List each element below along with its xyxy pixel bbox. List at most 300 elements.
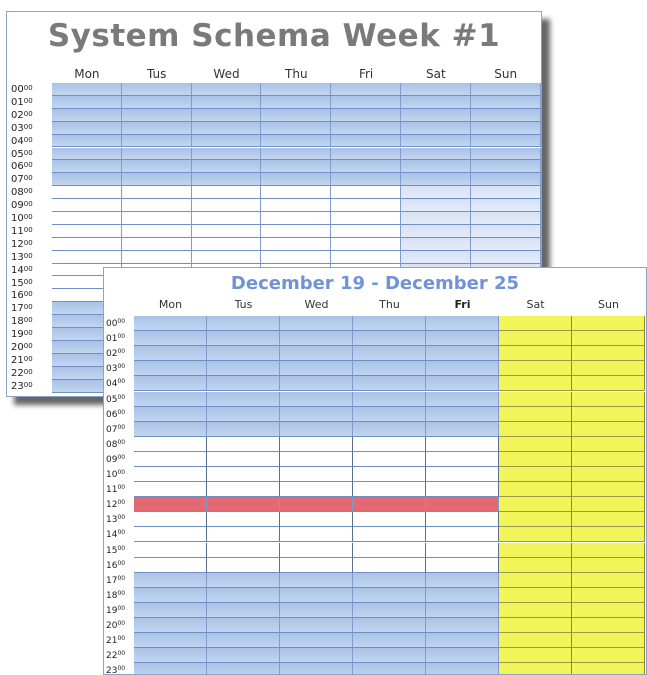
weekend-slot[interactable] bbox=[499, 482, 572, 497]
weekend-slot[interactable] bbox=[572, 482, 645, 497]
schema-slot[interactable] bbox=[331, 83, 401, 96]
weekend-slot[interactable] bbox=[499, 663, 572, 675]
weekend-slot[interactable] bbox=[499, 512, 572, 527]
weekend-slot[interactable] bbox=[572, 346, 645, 361]
schema-slot[interactable] bbox=[192, 212, 262, 225]
time-slot[interactable] bbox=[353, 467, 426, 482]
time-slot[interactable] bbox=[207, 558, 280, 573]
time-slot[interactable] bbox=[134, 316, 207, 331]
schema-slot[interactable] bbox=[261, 173, 331, 186]
time-slot[interactable] bbox=[207, 316, 280, 331]
hour-number: 16 bbox=[106, 560, 118, 571]
schema-slot[interactable] bbox=[331, 122, 401, 135]
time-slot[interactable] bbox=[280, 437, 353, 452]
schema-slot[interactable] bbox=[401, 225, 471, 238]
time-slot[interactable] bbox=[353, 437, 426, 452]
time-slot[interactable] bbox=[134, 558, 207, 573]
weekend-slot[interactable] bbox=[499, 558, 572, 573]
schema-slot[interactable] bbox=[331, 251, 401, 264]
time-slot[interactable] bbox=[426, 316, 499, 331]
time-slot[interactable] bbox=[134, 543, 207, 558]
time-slot[interactable] bbox=[207, 422, 280, 437]
schema-slot[interactable] bbox=[52, 186, 122, 199]
schema-slot[interactable] bbox=[471, 135, 541, 148]
time-slot[interactable] bbox=[426, 346, 499, 361]
time-slot[interactable] bbox=[426, 392, 499, 407]
hour-number: 10 bbox=[11, 213, 24, 224]
lunch-slot[interactable] bbox=[353, 497, 426, 512]
time-slot[interactable] bbox=[353, 316, 426, 331]
time-slot[interactable] bbox=[207, 452, 280, 467]
time-slot[interactable] bbox=[134, 603, 207, 618]
hour-number: 18 bbox=[106, 590, 118, 601]
schema-slot[interactable] bbox=[261, 96, 331, 109]
weekend-slot[interactable] bbox=[499, 392, 572, 407]
schema-slot[interactable] bbox=[122, 160, 192, 173]
schema-slot[interactable] bbox=[122, 109, 192, 122]
schema-hour-label bbox=[11, 279, 33, 288]
weekend-slot[interactable] bbox=[499, 361, 572, 376]
time-slot[interactable] bbox=[280, 543, 353, 558]
weekend-slot[interactable] bbox=[572, 392, 645, 407]
schema-slot[interactable] bbox=[192, 186, 262, 199]
weekend-slot[interactable] bbox=[499, 437, 572, 452]
schema-slot[interactable] bbox=[192, 96, 262, 109]
schema-slot[interactable] bbox=[52, 148, 122, 161]
hour-minutes: 00 bbox=[23, 316, 33, 325]
week-hour-label bbox=[106, 636, 125, 646]
schema-slot[interactable] bbox=[401, 135, 471, 148]
schema-slot[interactable] bbox=[261, 199, 331, 212]
time-slot[interactable] bbox=[280, 452, 353, 467]
time-slot[interactable] bbox=[426, 573, 499, 588]
schema-slot[interactable] bbox=[122, 199, 192, 212]
time-slot[interactable] bbox=[426, 633, 499, 648]
time-slot[interactable] bbox=[280, 558, 353, 573]
schema-slot[interactable] bbox=[261, 186, 331, 199]
time-slot[interactable] bbox=[207, 376, 280, 391]
hour-minutes: 00 bbox=[117, 363, 126, 371]
time-slot[interactable] bbox=[353, 512, 426, 527]
schema-slot[interactable] bbox=[52, 238, 122, 251]
schema-slot[interactable] bbox=[261, 160, 331, 173]
schema-slot[interactable] bbox=[401, 122, 471, 135]
weekend-slot[interactable] bbox=[499, 573, 572, 588]
time-slot[interactable] bbox=[426, 603, 499, 618]
hour-number: 15 bbox=[106, 545, 118, 556]
schema-slot[interactable] bbox=[471, 225, 541, 238]
time-slot[interactable] bbox=[207, 663, 280, 675]
hour-number: 21 bbox=[106, 636, 118, 647]
schema-slot[interactable] bbox=[192, 225, 262, 238]
schema-slot[interactable] bbox=[52, 251, 122, 264]
time-slot[interactable] bbox=[207, 361, 280, 376]
hour-number: 02 bbox=[106, 349, 118, 360]
weekend-slot[interactable] bbox=[572, 633, 645, 648]
schema-slot[interactable] bbox=[192, 251, 262, 264]
time-slot[interactable] bbox=[134, 633, 207, 648]
schema-slot[interactable] bbox=[52, 160, 122, 173]
schema-slot[interactable] bbox=[122, 122, 192, 135]
schema-slot[interactable] bbox=[192, 135, 262, 148]
time-slot[interactable] bbox=[353, 618, 426, 633]
time-slot[interactable] bbox=[426, 331, 499, 346]
schema-slot[interactable] bbox=[471, 160, 541, 173]
time-slot[interactable] bbox=[426, 512, 499, 527]
time-slot[interactable] bbox=[207, 467, 280, 482]
schema-slot[interactable] bbox=[261, 212, 331, 225]
weekend-slot[interactable] bbox=[572, 497, 645, 512]
schema-slot[interactable] bbox=[122, 225, 192, 238]
time-slot[interactable] bbox=[280, 407, 353, 422]
time-slot[interactable] bbox=[207, 346, 280, 361]
schema-hour-label bbox=[11, 188, 33, 197]
time-slot[interactable] bbox=[280, 482, 353, 497]
schema-slot[interactable] bbox=[122, 135, 192, 148]
schema-slot[interactable] bbox=[52, 225, 122, 238]
lunch-slot[interactable] bbox=[426, 497, 499, 512]
schema-slot[interactable] bbox=[52, 212, 122, 225]
schema-hour-label bbox=[11, 304, 33, 313]
time-slot[interactable] bbox=[353, 603, 426, 618]
schema-slot[interactable] bbox=[401, 160, 471, 173]
weekend-slot[interactable] bbox=[572, 437, 645, 452]
weekend-slot[interactable] bbox=[572, 467, 645, 482]
time-slot[interactable] bbox=[134, 376, 207, 391]
schema-slot[interactable] bbox=[331, 148, 401, 161]
time-slot[interactable] bbox=[280, 316, 353, 331]
schema-slot[interactable] bbox=[52, 173, 122, 186]
schema-slot[interactable] bbox=[331, 238, 401, 251]
schema-hour-label bbox=[11, 291, 33, 300]
schema-slot[interactable] bbox=[52, 83, 122, 96]
time-slot[interactable] bbox=[134, 407, 207, 422]
time-slot[interactable] bbox=[353, 633, 426, 648]
time-slot[interactable] bbox=[426, 482, 499, 497]
schema-slot[interactable] bbox=[122, 251, 192, 264]
hour-minutes: 00 bbox=[23, 84, 33, 92]
schema-slot[interactable] bbox=[261, 83, 331, 96]
schema-slot[interactable] bbox=[401, 173, 471, 186]
schema-slot[interactable] bbox=[471, 109, 541, 122]
schema-slot[interactable] bbox=[331, 173, 401, 186]
schema-slot[interactable] bbox=[401, 109, 471, 122]
schema-slot[interactable] bbox=[471, 173, 541, 186]
weekend-slot[interactable] bbox=[499, 633, 572, 648]
time-slot[interactable] bbox=[353, 422, 426, 437]
weekend-slot[interactable] bbox=[572, 648, 645, 663]
time-slot[interactable] bbox=[353, 588, 426, 603]
schema-hour-label bbox=[11, 162, 33, 171]
time-slot[interactable] bbox=[207, 633, 280, 648]
time-slot[interactable] bbox=[207, 482, 280, 497]
time-slot[interactable] bbox=[134, 467, 207, 482]
time-slot[interactable] bbox=[280, 663, 353, 675]
time-slot[interactable] bbox=[426, 376, 499, 391]
weekend-slot[interactable] bbox=[572, 512, 645, 527]
schema-slot[interactable] bbox=[192, 238, 262, 251]
weekend-slot[interactable] bbox=[499, 407, 572, 422]
hour-minutes: 00 bbox=[23, 213, 33, 221]
hour-number: 11 bbox=[106, 485, 118, 496]
time-slot[interactable] bbox=[280, 467, 353, 482]
time-slot[interactable] bbox=[280, 392, 353, 407]
time-slot[interactable] bbox=[207, 437, 280, 452]
hour-number: 10 bbox=[106, 470, 118, 480]
schema-slot[interactable] bbox=[122, 173, 192, 186]
schema-slot[interactable] bbox=[471, 199, 541, 212]
hour-minutes: 00 bbox=[117, 499, 126, 507]
time-slot[interactable] bbox=[134, 331, 207, 346]
time-slot[interactable] bbox=[426, 663, 499, 675]
schema-slot[interactable] bbox=[192, 160, 262, 173]
weekend-slot[interactable] bbox=[572, 361, 645, 376]
week-hour-label bbox=[106, 379, 125, 389]
weekend-slot[interactable] bbox=[499, 331, 572, 346]
time-slot[interactable] bbox=[353, 407, 426, 422]
time-slot[interactable] bbox=[134, 588, 207, 603]
time-slot[interactable] bbox=[426, 588, 499, 603]
weekend-slot[interactable] bbox=[572, 618, 645, 633]
schema-slot[interactable] bbox=[331, 225, 401, 238]
weekend-slot[interactable] bbox=[499, 588, 572, 603]
time-slot[interactable] bbox=[426, 361, 499, 376]
schema-slot[interactable] bbox=[401, 96, 471, 109]
weekend-slot[interactable] bbox=[572, 573, 645, 588]
schema-slot[interactable] bbox=[122, 212, 192, 225]
time-slot[interactable] bbox=[280, 618, 353, 633]
week-hour-label bbox=[106, 530, 125, 540]
schema-slot[interactable] bbox=[52, 109, 122, 122]
schema-slot[interactable] bbox=[471, 96, 541, 109]
schema-slot[interactable] bbox=[52, 199, 122, 212]
time-slot[interactable] bbox=[207, 543, 280, 558]
weekend-slot[interactable] bbox=[572, 527, 645, 542]
weekend-slot[interactable] bbox=[499, 603, 572, 618]
schema-slot[interactable] bbox=[331, 199, 401, 212]
schema-slot[interactable] bbox=[192, 173, 262, 186]
time-slot[interactable] bbox=[280, 376, 353, 391]
lunch-slot[interactable] bbox=[207, 497, 280, 512]
hour-minutes: 00 bbox=[117, 650, 126, 658]
time-slot[interactable] bbox=[280, 331, 353, 346]
time-slot[interactable] bbox=[134, 648, 207, 663]
hour-number: 12 bbox=[106, 500, 118, 511]
time-slot[interactable] bbox=[280, 603, 353, 618]
hour-number: 07 bbox=[11, 174, 24, 186]
time-slot[interactable] bbox=[280, 573, 353, 588]
time-slot[interactable] bbox=[353, 543, 426, 558]
time-slot[interactable] bbox=[280, 648, 353, 663]
schema-slot[interactable] bbox=[192, 148, 262, 161]
weekend-slot[interactable] bbox=[499, 648, 572, 663]
weekend-slot[interactable] bbox=[499, 452, 572, 467]
time-slot[interactable] bbox=[280, 633, 353, 648]
time-slot[interactable] bbox=[207, 618, 280, 633]
schema-slot[interactable] bbox=[401, 238, 471, 251]
week-day-header: Sat bbox=[526, 298, 545, 311]
schema-slot[interactable] bbox=[401, 251, 471, 264]
schema-slot[interactable] bbox=[52, 122, 122, 135]
schema-slot[interactable] bbox=[471, 122, 541, 135]
time-slot[interactable] bbox=[353, 346, 426, 361]
time-slot[interactable] bbox=[207, 588, 280, 603]
time-slot[interactable] bbox=[426, 452, 499, 467]
time-slot[interactable] bbox=[207, 407, 280, 422]
schema-slot[interactable] bbox=[261, 122, 331, 135]
time-slot[interactable] bbox=[353, 392, 426, 407]
schema-slot[interactable] bbox=[471, 83, 541, 96]
schema-slot[interactable] bbox=[471, 148, 541, 161]
schema-slot[interactable] bbox=[261, 251, 331, 264]
weekend-slot[interactable] bbox=[499, 543, 572, 558]
time-slot[interactable] bbox=[280, 346, 353, 361]
weekend-slot[interactable] bbox=[499, 527, 572, 542]
schema-slot[interactable] bbox=[261, 135, 331, 148]
week-hour-label bbox=[106, 410, 125, 420]
time-slot[interactable] bbox=[280, 361, 353, 376]
time-slot[interactable] bbox=[134, 512, 207, 527]
time-slot[interactable] bbox=[134, 361, 207, 376]
time-slot[interactable] bbox=[134, 452, 207, 467]
schema-slot[interactable] bbox=[192, 109, 262, 122]
time-slot[interactable] bbox=[426, 422, 499, 437]
time-slot[interactable] bbox=[353, 376, 426, 391]
schema-slot[interactable] bbox=[122, 96, 192, 109]
hour-number: 05 bbox=[106, 394, 118, 405]
schema-slot[interactable] bbox=[122, 186, 192, 199]
time-slot[interactable] bbox=[134, 392, 207, 407]
weekend-slot[interactable] bbox=[499, 497, 572, 512]
time-slot[interactable] bbox=[426, 543, 499, 558]
time-slot[interactable] bbox=[134, 482, 207, 497]
schema-slot[interactable] bbox=[261, 109, 331, 122]
time-slot[interactable] bbox=[134, 618, 207, 633]
weekend-slot[interactable] bbox=[572, 376, 645, 391]
schema-slot[interactable] bbox=[331, 109, 401, 122]
time-slot[interactable] bbox=[353, 331, 426, 346]
schema-slot[interactable] bbox=[261, 225, 331, 238]
weekend-slot[interactable] bbox=[572, 452, 645, 467]
weekend-slot[interactable] bbox=[499, 346, 572, 361]
schema-slot[interactable] bbox=[401, 83, 471, 96]
time-slot[interactable] bbox=[426, 648, 499, 663]
weekend-slot[interactable] bbox=[572, 316, 645, 331]
schema-slot[interactable] bbox=[261, 238, 331, 251]
weekend-slot[interactable] bbox=[572, 422, 645, 437]
time-slot[interactable] bbox=[426, 558, 499, 573]
time-slot[interactable] bbox=[134, 422, 207, 437]
weekend-slot[interactable] bbox=[499, 467, 572, 482]
time-slot[interactable] bbox=[207, 331, 280, 346]
time-slot[interactable] bbox=[280, 512, 353, 527]
weekend-slot[interactable] bbox=[572, 543, 645, 558]
schema-slot[interactable] bbox=[331, 135, 401, 148]
time-slot[interactable] bbox=[207, 603, 280, 618]
time-slot[interactable] bbox=[134, 437, 207, 452]
time-slot[interactable] bbox=[353, 648, 426, 663]
time-slot[interactable] bbox=[353, 452, 426, 467]
schema-slot[interactable] bbox=[401, 148, 471, 161]
time-slot[interactable] bbox=[426, 618, 499, 633]
time-slot[interactable] bbox=[353, 482, 426, 497]
weekend-slot[interactable] bbox=[572, 558, 645, 573]
time-slot[interactable] bbox=[353, 361, 426, 376]
schema-slot[interactable] bbox=[471, 238, 541, 251]
schema-slot[interactable] bbox=[192, 199, 262, 212]
time-slot[interactable] bbox=[207, 512, 280, 527]
schema-slot[interactable] bbox=[471, 186, 541, 199]
schema-slot[interactable] bbox=[331, 186, 401, 199]
time-slot[interactable] bbox=[280, 588, 353, 603]
hour-minutes: 00 bbox=[23, 225, 33, 234]
schema-day-header: Tus bbox=[147, 67, 167, 81]
time-slot[interactable] bbox=[134, 346, 207, 361]
weekend-slot[interactable] bbox=[499, 618, 572, 633]
time-slot[interactable] bbox=[134, 527, 207, 542]
weekend-slot[interactable] bbox=[572, 407, 645, 422]
schema-slot[interactable] bbox=[122, 238, 192, 251]
hour-minutes: 00 bbox=[23, 329, 33, 338]
time-slot[interactable] bbox=[426, 407, 499, 422]
time-slot[interactable] bbox=[207, 527, 280, 542]
time-slot[interactable] bbox=[353, 558, 426, 573]
time-slot[interactable] bbox=[280, 422, 353, 437]
schema-slot[interactable] bbox=[401, 199, 471, 212]
schema-slot[interactable] bbox=[192, 83, 262, 96]
hour-minutes: 00 bbox=[23, 135, 33, 144]
schema-slot[interactable] bbox=[122, 148, 192, 161]
weekend-slot[interactable] bbox=[499, 422, 572, 437]
schema-hour-label bbox=[11, 369, 33, 378]
schema-slot[interactable] bbox=[261, 148, 331, 161]
schema-slot[interactable] bbox=[401, 186, 471, 199]
schema-slot[interactable] bbox=[471, 212, 541, 225]
weekend-slot[interactable] bbox=[499, 376, 572, 391]
schema-slot[interactable] bbox=[331, 160, 401, 173]
lunch-slot[interactable] bbox=[280, 497, 353, 512]
time-slot[interactable] bbox=[426, 437, 499, 452]
hour-number: 22 bbox=[106, 651, 118, 662]
lunch-slot[interactable] bbox=[134, 497, 207, 512]
weekend-slot[interactable] bbox=[572, 331, 645, 346]
schema-slot[interactable] bbox=[471, 251, 541, 264]
schema-slot[interactable] bbox=[331, 96, 401, 109]
time-slot[interactable] bbox=[280, 527, 353, 542]
weekend-slot[interactable] bbox=[572, 603, 645, 618]
schema-slot[interactable] bbox=[122, 83, 192, 96]
schema-slot[interactable] bbox=[52, 96, 122, 109]
schema-hour-label bbox=[11, 330, 33, 339]
time-slot[interactable] bbox=[426, 527, 499, 542]
schema-slot[interactable] bbox=[52, 135, 122, 148]
weekend-slot[interactable] bbox=[499, 316, 572, 331]
time-slot[interactable] bbox=[207, 573, 280, 588]
time-slot[interactable] bbox=[134, 663, 207, 675]
time-slot[interactable] bbox=[353, 573, 426, 588]
time-slot[interactable] bbox=[207, 648, 280, 663]
weekend-slot[interactable] bbox=[572, 663, 645, 675]
weekend-slot[interactable] bbox=[572, 588, 645, 603]
schema-slot[interactable] bbox=[192, 122, 262, 135]
time-slot[interactable] bbox=[207, 392, 280, 407]
time-slot[interactable] bbox=[353, 663, 426, 675]
time-slot[interactable] bbox=[353, 527, 426, 542]
time-slot[interactable] bbox=[134, 573, 207, 588]
time-slot[interactable] bbox=[426, 467, 499, 482]
schema-slot[interactable] bbox=[331, 212, 401, 225]
schema-slot[interactable] bbox=[401, 212, 471, 225]
